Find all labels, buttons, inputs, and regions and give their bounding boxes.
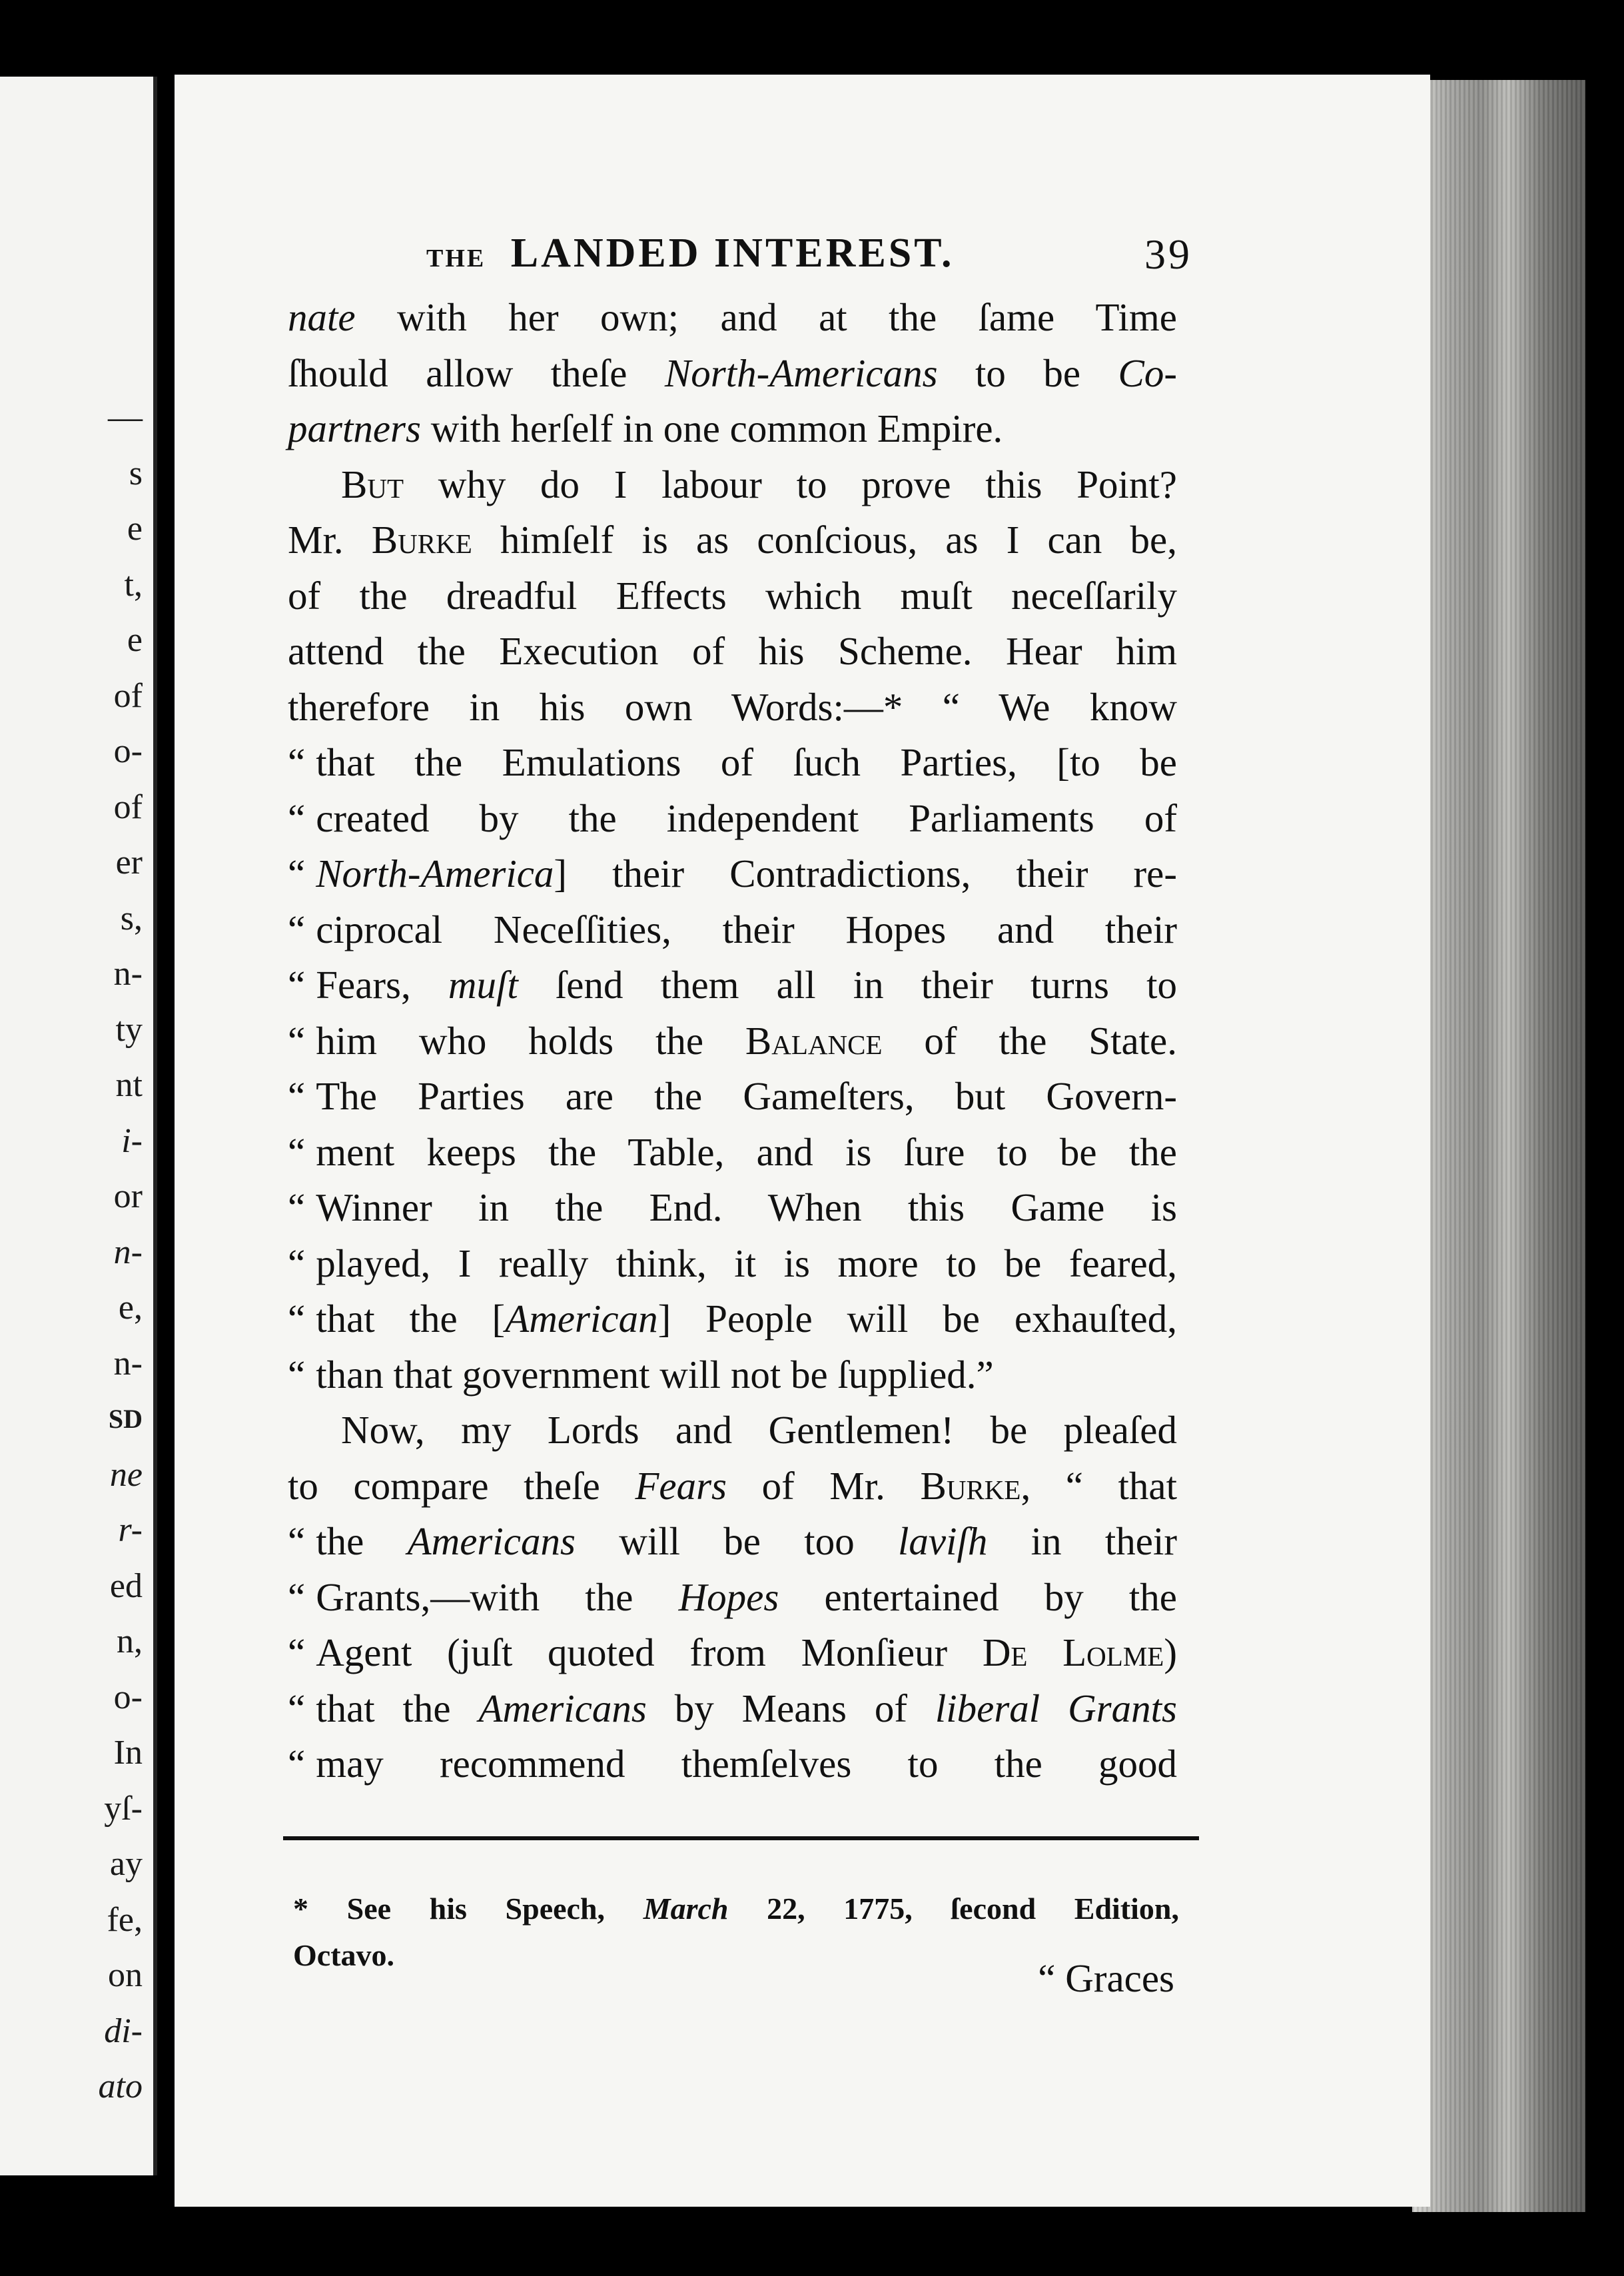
previous-page-sliver — [0, 77, 157, 2175]
text-line — [288, 1570, 1177, 1626]
small-caps-word: But — [341, 462, 404, 506]
quote-mark: “ — [288, 1074, 306, 1118]
text-run: why do I labour to prove this Point? — [404, 462, 1177, 506]
text-run: Mr. — [288, 518, 372, 562]
fragment: ay — [109, 1845, 143, 1883]
quote-mark: “ — [288, 1129, 306, 1174]
fragment: n- — [113, 1233, 143, 1271]
body-text — [288, 290, 1177, 1792]
italic-word: muſt — [448, 963, 518, 1007]
text-run: Now, my Lords and Gentlemen! be pleaſed — [341, 1408, 1177, 1452]
text-line — [288, 1514, 1177, 1570]
fragment: r- — [118, 1511, 143, 1549]
fragment: on — [108, 1956, 143, 1994]
text-run: that the Emulations of ſuch Parties, [to be — [316, 740, 1177, 784]
page-edges — [1412, 80, 1585, 2212]
text-line — [288, 1180, 1177, 1236]
italic-word: nate — [288, 295, 356, 339]
quote-mark: “ — [288, 796, 306, 840]
small-caps-word: De Lolme — [982, 1630, 1164, 1674]
quote-mark: “ — [288, 1352, 306, 1397]
quote-mark: “ — [288, 907, 306, 951]
text-run: will be too — [575, 1519, 898, 1563]
fragment: er — [115, 844, 143, 881]
text-line — [288, 512, 1177, 568]
text-run: ſhould allow theſe — [288, 350, 665, 395]
italic-word: Americans — [478, 1686, 647, 1730]
italic-word: liberal Grants — [935, 1686, 1177, 1730]
text-run: ] People will be exhauſted, — [657, 1297, 1177, 1341]
page-number: 39 — [1144, 231, 1192, 278]
fragment: t, — [124, 565, 143, 604]
text-line — [288, 401, 1177, 457]
footnote-line: Octavo. — [293, 1938, 395, 1972]
header-title: LANDED INTEREST. — [510, 231, 955, 276]
text-line — [288, 1736, 1177, 1792]
italic-word: Fears — [635, 1463, 727, 1508]
quote-mark: “ — [288, 1574, 306, 1619]
footnote-rule — [283, 1836, 1199, 1840]
quote-mark: “ — [288, 740, 306, 784]
text-run: Grants,—with the — [316, 1574, 679, 1619]
fragment: SD — [108, 1404, 143, 1434]
italic-word: laviſh — [898, 1519, 988, 1563]
text-line — [288, 1291, 1177, 1347]
text-line — [288, 1458, 1177, 1514]
quote-mark: “ — [288, 1686, 306, 1730]
italic-word: partners — [288, 406, 421, 450]
catchword: “ Graces — [1038, 1956, 1174, 2000]
text-run: ciprocal Neceſſities, their Hopes and their — [316, 907, 1177, 951]
fragment: n- — [113, 955, 143, 993]
fragment: yſ- — [104, 1789, 143, 1828]
text-line — [288, 624, 1177, 680]
quote-mark: “ — [288, 1519, 306, 1563]
text-run: may recommend themſelves to the good — [316, 1742, 1177, 1786]
text-line — [288, 1625, 1177, 1681]
text-run: * See his Speech, — [293, 1892, 643, 1926]
fragment: s, — [120, 899, 143, 937]
text-line — [288, 1013, 1177, 1069]
italic-word: American — [505, 1297, 658, 1341]
quote-mark: “ — [288, 1185, 306, 1229]
running-header — [426, 230, 1192, 290]
header-article: THE — [426, 245, 486, 273]
fragment: ne — [109, 1455, 143, 1494]
fragment: ty — [115, 1010, 143, 1049]
text-run: that the — [316, 1686, 479, 1730]
text-line — [288, 290, 1177, 346]
text-line — [288, 568, 1177, 624]
fragment: fe, — [107, 1900, 143, 1939]
italic-word: Hopes — [678, 1574, 779, 1619]
text-run: than that government will not be ſupplied.” — [316, 1352, 994, 1397]
small-caps-word: Balance — [745, 1018, 883, 1063]
text-run: that the [ — [316, 1297, 506, 1341]
text-run: himſelf is as conſcious, as I can be, — [472, 518, 1177, 562]
text-run: ) — [1164, 1630, 1177, 1674]
text-run: of the dreadful Effects which muſt neceſſarily — [288, 573, 1177, 618]
fragment: i- — [121, 1121, 143, 1160]
fragment: ato — [98, 2067, 143, 2105]
text-line — [288, 735, 1177, 791]
text-line — [288, 791, 1177, 847]
quote-mark: “ — [288, 1241, 306, 1285]
text-run: ſend them all in their turns to — [518, 963, 1177, 1007]
text-line — [288, 1403, 1177, 1458]
text-run: ment keeps the Table, and is ſure to be the — [316, 1129, 1177, 1174]
fragment: e — [127, 510, 143, 548]
fragment: n, — [117, 1622, 143, 1660]
fragment: ed — [109, 1566, 143, 1605]
text-run: to be — [937, 350, 1118, 395]
text-line — [288, 957, 1177, 1013]
text-run: The Parties are the Gameſters, but Govern- — [316, 1074, 1177, 1118]
text-run: in their — [987, 1519, 1177, 1563]
small-caps-word: Burke — [920, 1463, 1021, 1508]
quote-mark: “ — [288, 1742, 306, 1786]
fragment: of — [113, 676, 143, 715]
text-line — [288, 457, 1177, 513]
text-run: ] their Contradictions, their re- — [554, 852, 1177, 895]
text-run: attend the Execution of his Scheme. Hear him — [288, 629, 1177, 673]
small-caps-word: Burke — [371, 518, 472, 562]
text-run: of Mr. — [727, 1463, 921, 1508]
fragment: — — [108, 398, 143, 436]
text-run: Fears, — [316, 963, 448, 1007]
quote-mark: “ — [288, 852, 306, 895]
text-run: played, I really think, it is more to be feared, — [316, 1241, 1177, 1285]
text-run: with her own; and at the ſame Time — [355, 295, 1177, 339]
fragment: e — [127, 621, 143, 659]
text-run: created by the independent Parliaments of — [316, 796, 1177, 840]
italic-word: Co- — [1118, 350, 1177, 395]
fragment: n- — [113, 1344, 143, 1383]
text-run: , “ that — [1020, 1463, 1177, 1508]
text-run: of the State. — [882, 1018, 1177, 1063]
fragment: nt — [115, 1066, 143, 1104]
text-run: Winner in the End. When this Game is — [316, 1185, 1177, 1229]
italic-word: North-Americans — [664, 350, 938, 395]
italic-word: Americans — [407, 1519, 576, 1563]
text-run: Agent (juſt quoted from Monſieur — [316, 1630, 983, 1674]
text-line — [288, 1125, 1177, 1181]
text-line — [288, 1681, 1177, 1737]
text-run: the — [316, 1519, 408, 1563]
text-run: 22, 1775, ſecond Edition, — [728, 1892, 1179, 1926]
text-line — [288, 680, 1177, 736]
text-run: by Means of — [646, 1686, 935, 1730]
quote-mark: “ — [288, 1297, 306, 1341]
text-line — [288, 846, 1177, 902]
fragment: In — [113, 1734, 143, 1772]
text-line — [288, 346, 1177, 402]
text-line — [288, 902, 1177, 958]
fragment: of — [113, 788, 143, 826]
text-line — [288, 1347, 1177, 1403]
fragment: or — [113, 1177, 143, 1215]
text-run: entertained by the — [779, 1574, 1177, 1619]
italic-word: March — [643, 1892, 729, 1926]
text-run: him who holds the — [316, 1018, 745, 1063]
previous-page-text-fragments — [0, 390, 147, 2115]
text-line — [288, 1236, 1177, 1292]
text-run: therefore in his own Words:—* “ We know — [288, 684, 1177, 729]
text-line — [288, 1069, 1177, 1125]
fragment: e, — [118, 1289, 143, 1327]
text-run: to compare theſe — [288, 1463, 635, 1508]
quote-mark: “ — [288, 1018, 306, 1063]
quote-mark: “ — [288, 1630, 306, 1674]
italic-word: North-America — [316, 852, 554, 895]
fragment: s — [129, 454, 143, 492]
text-run: with herſelf in one common Empire. — [420, 406, 1003, 450]
footnote-line — [293, 1886, 1179, 1932]
quote-mark: “ — [288, 963, 306, 1007]
fragment: di- — [104, 2011, 143, 2050]
fragment: o- — [113, 1678, 143, 1716]
fragment: o- — [113, 732, 143, 770]
